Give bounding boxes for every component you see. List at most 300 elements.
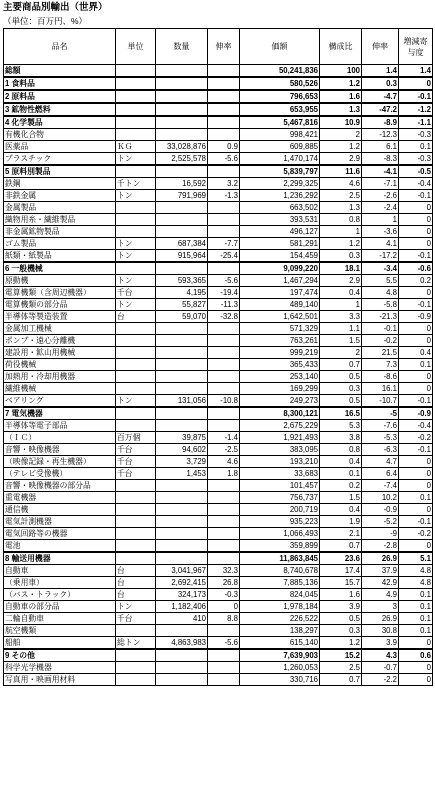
- cell-item-name: 2 原料品: [4, 90, 116, 103]
- cell-unit: [116, 480, 156, 492]
- cell-qty-growth: [208, 407, 240, 420]
- table-row: [4, 178, 433, 190]
- cell-item-name: 7 電気機器: [4, 407, 116, 420]
- cell-item-name: 電池: [4, 540, 116, 553]
- cell-share: 16.5: [320, 407, 362, 420]
- cell-value: 193,210: [240, 456, 320, 468]
- cell-value-growth: 26.9: [362, 552, 399, 565]
- table-row: [4, 323, 433, 335]
- cell-value-growth: -4.1: [362, 165, 399, 178]
- cell-item-name: 電気計測機器: [4, 516, 116, 528]
- cell-contribution: 0.1: [399, 625, 433, 637]
- cell-unit: [116, 674, 156, 686]
- cell-qty-growth: [208, 540, 240, 553]
- cell-qty-growth: [208, 383, 240, 395]
- cell-qty-growth: -1.4: [208, 432, 240, 444]
- cell-quantity: [156, 552, 208, 565]
- cell-share: 2: [320, 129, 362, 141]
- cell-quantity: 3,041,967: [156, 565, 208, 577]
- cell-share: 0.5: [320, 371, 362, 383]
- cell-contribution: 0: [399, 637, 433, 650]
- cell-value: 935,223: [240, 516, 320, 528]
- cell-qty-growth: -1.3: [208, 190, 240, 202]
- table-row: [4, 77, 433, 90]
- cell-item-name: 建設用・鉱山用機械: [4, 347, 116, 359]
- cell-qty-growth: -2.5: [208, 444, 240, 456]
- cell-contribution: 0: [399, 238, 433, 250]
- cell-unit: 総トン: [116, 637, 156, 650]
- cell-value: 8,740,678: [240, 565, 320, 577]
- cell-contribution: 0.1: [399, 589, 433, 601]
- cell-share: 11.6: [320, 165, 362, 178]
- cell-quantity: [156, 103, 208, 116]
- cell-contribution: -1.2: [399, 103, 433, 116]
- cell-item-name: 4 化学製品: [4, 116, 116, 129]
- cell-share: 0.4: [320, 456, 362, 468]
- table-row: [4, 492, 433, 504]
- cell-value: 200,719: [240, 504, 320, 516]
- cell-unit: [116, 540, 156, 553]
- cell-value-growth: -3.6: [362, 226, 399, 238]
- cell-value: 1,467,294: [240, 275, 320, 287]
- cell-qty-growth: [208, 516, 240, 528]
- cell-value-growth: 10.2: [362, 492, 399, 504]
- table-row: [4, 275, 433, 287]
- cell-quantity: [156, 528, 208, 540]
- cell-contribution: 0.1: [399, 601, 433, 613]
- cell-unit: トン: [116, 395, 156, 408]
- cell-contribution: 0: [399, 371, 433, 383]
- cell-unit: トン: [116, 275, 156, 287]
- cell-item-name: 原動機: [4, 275, 116, 287]
- cell-item-name: ゴム製品: [4, 238, 116, 250]
- cell-item-name: 自動車の部分品: [4, 601, 116, 613]
- cell-qty-growth: -7.7: [208, 238, 240, 250]
- table-row: [4, 238, 433, 250]
- cell-unit: 千台: [116, 468, 156, 480]
- cell-unit: 千トン: [116, 178, 156, 190]
- cell-value: 1,066,493: [240, 528, 320, 540]
- cell-quantity: [156, 625, 208, 637]
- cell-item-name: 音響・映像機器の部分品: [4, 480, 116, 492]
- col-header-value-growth: 伸率: [362, 29, 399, 65]
- cell-value-growth: 21.5: [362, 347, 399, 359]
- cell-value-growth: 0.3: [362, 77, 399, 90]
- cell-share: 0.4: [320, 504, 362, 516]
- cell-share: 1.6: [320, 589, 362, 601]
- col-header-unit: 単位: [116, 29, 156, 65]
- cell-quantity: 3,729: [156, 456, 208, 468]
- cell-share: 3.3: [320, 311, 362, 323]
- cell-item-name: 非金属鉱物製品: [4, 226, 116, 238]
- table-row: [4, 299, 433, 311]
- table-row: [4, 613, 433, 625]
- cell-qty-growth: 32.3: [208, 565, 240, 577]
- cell-quantity: [156, 129, 208, 141]
- cell-unit: [116, 504, 156, 516]
- cell-value-growth: -2.4: [362, 202, 399, 214]
- cell-value: 615,140: [240, 637, 320, 650]
- cell-item-name: （乗用車）: [4, 577, 116, 589]
- cell-quantity: [156, 540, 208, 553]
- cell-unit: [116, 103, 156, 116]
- cell-value-growth: 4.7: [362, 456, 399, 468]
- cell-qty-growth: 8.8: [208, 613, 240, 625]
- cell-unit: [116, 383, 156, 395]
- table-row: [4, 202, 433, 214]
- cell-unit: [116, 214, 156, 226]
- table-row: [4, 625, 433, 637]
- cell-item-name: 加熱用・冷却用機器: [4, 371, 116, 383]
- table-row: [4, 504, 433, 516]
- cell-unit: [116, 262, 156, 275]
- cell-value-growth: -6.3: [362, 444, 399, 456]
- cell-unit: [116, 226, 156, 238]
- cell-value-growth: -8.6: [362, 371, 399, 383]
- cell-contribution: -0.2: [399, 432, 433, 444]
- cell-value-growth: -5.2: [362, 516, 399, 528]
- cell-share: 0.3: [320, 250, 362, 263]
- cell-item-name: 半導体等製造装置: [4, 311, 116, 323]
- table-row: [4, 116, 433, 129]
- cell-contribution: 0: [399, 335, 433, 347]
- table-row: [4, 395, 433, 408]
- cell-item-name: ポンプ・遠心分離機: [4, 335, 116, 347]
- cell-quantity: [156, 407, 208, 420]
- table-row: [4, 480, 433, 492]
- cell-value-growth: -3.4: [362, 262, 399, 275]
- cell-contribution: 1.4: [399, 65, 433, 78]
- cell-value-growth: -5.3: [362, 432, 399, 444]
- cell-qty-growth: [208, 77, 240, 90]
- cell-quantity: [156, 347, 208, 359]
- cell-value: 8,300,121: [240, 407, 320, 420]
- cell-value: 663,502: [240, 202, 320, 214]
- cell-quantity: [156, 383, 208, 395]
- cell-value: 50,241,836: [240, 65, 320, 78]
- cell-quantity: 410: [156, 613, 208, 625]
- table-row: [4, 65, 433, 78]
- cell-quantity: [156, 420, 208, 432]
- cell-value-growth: -7.1: [362, 178, 399, 190]
- cell-share: 3.9: [320, 601, 362, 613]
- cell-value: 1,921,493: [240, 432, 320, 444]
- cell-quantity: 1,453: [156, 468, 208, 480]
- cell-value-growth: 4.1: [362, 238, 399, 250]
- cell-contribution: 0.4: [399, 347, 433, 359]
- cell-qty-growth: 26.8: [208, 577, 240, 589]
- cell-share: 0.2: [320, 480, 362, 492]
- cell-item-name: 紙類・紙製品: [4, 250, 116, 263]
- cell-item-name: 6 一般機械: [4, 262, 116, 275]
- cell-value: 393,531: [240, 214, 320, 226]
- report-title: 主要商品別輸出（世界）: [3, 2, 108, 13]
- cell-value-growth: -8.9: [362, 116, 399, 129]
- header-row: [4, 29, 433, 65]
- col-header-item: 品名: [4, 29, 116, 65]
- cell-share: 0.4: [320, 287, 362, 299]
- cell-quantity: [156, 480, 208, 492]
- table-row: [4, 262, 433, 275]
- cell-value-growth: -47.2: [362, 103, 399, 116]
- cell-unit: 百万個: [116, 432, 156, 444]
- cell-qty-growth: 0.9: [208, 141, 240, 153]
- cell-unit: [116, 516, 156, 528]
- cell-value: 7,639,903: [240, 649, 320, 662]
- cell-quantity: [156, 371, 208, 383]
- cell-share: 5.3: [320, 420, 362, 432]
- cell-value: 197,474: [240, 287, 320, 299]
- cell-qty-growth: [208, 492, 240, 504]
- cell-quantity: [156, 226, 208, 238]
- cell-unit: トン: [116, 250, 156, 263]
- table-row: [4, 129, 433, 141]
- cell-item-name: （バス・トラック）: [4, 589, 116, 601]
- cell-value-growth: 3.9: [362, 637, 399, 650]
- cell-qty-growth: [208, 323, 240, 335]
- cell-contribution: 0.1: [399, 613, 433, 625]
- cell-share: 23.6: [320, 552, 362, 565]
- cell-value: 496,127: [240, 226, 320, 238]
- cell-item-name: 1 食料品: [4, 77, 116, 90]
- cell-qty-growth: -10.8: [208, 395, 240, 408]
- cell-contribution: -0.1: [399, 90, 433, 103]
- cell-value: 138,297: [240, 625, 320, 637]
- cell-value: 999,219: [240, 347, 320, 359]
- table-row: [4, 468, 433, 480]
- cell-value-growth: -5.8: [362, 299, 399, 311]
- cell-contribution: 0.1: [399, 492, 433, 504]
- cell-quantity: [156, 335, 208, 347]
- cell-contribution: -1.1: [399, 116, 433, 129]
- cell-item-name: 電算機類（含周辺機器）: [4, 287, 116, 299]
- cell-quantity: 324,173: [156, 589, 208, 601]
- cell-quantity: 4,195: [156, 287, 208, 299]
- cell-value: 5,467,816: [240, 116, 320, 129]
- col-header-quantity: 数量: [156, 29, 208, 65]
- cell-item-name: 繊維機械: [4, 383, 116, 395]
- cell-share: 15.7: [320, 577, 362, 589]
- cell-value: 365,433: [240, 359, 320, 371]
- cell-quantity: 1,182,406: [156, 601, 208, 613]
- cell-value-growth: 26.9: [362, 613, 399, 625]
- cell-value-growth: 3: [362, 601, 399, 613]
- cell-contribution: 0.2: [399, 275, 433, 287]
- cell-item-name: 音響・映像機器: [4, 444, 116, 456]
- cell-item-name: 二輪自動車: [4, 613, 116, 625]
- cell-unit: 台: [116, 311, 156, 323]
- table-row: [4, 90, 433, 103]
- cell-unit: [116, 323, 156, 335]
- table-row: [4, 540, 433, 553]
- cell-contribution: -0.1: [399, 444, 433, 456]
- cell-share: 0.5: [320, 395, 362, 408]
- cell-unit: 千台: [116, 287, 156, 299]
- cell-share: 0.5: [320, 613, 362, 625]
- cell-value: 1,978,184: [240, 601, 320, 613]
- cell-item-name: 非鉄金属: [4, 190, 116, 202]
- cell-quantity: [156, 674, 208, 686]
- cell-item-name: ベアリング: [4, 395, 116, 408]
- cell-contribution: 4.8: [399, 577, 433, 589]
- cell-value: 998,421: [240, 129, 320, 141]
- cell-value: 33,683: [240, 468, 320, 480]
- cell-unit: [116, 492, 156, 504]
- cell-share: 0.7: [320, 674, 362, 686]
- cell-value-growth: 16.1: [362, 383, 399, 395]
- cell-quantity: [156, 214, 208, 226]
- cell-unit: トン: [116, 238, 156, 250]
- cell-value: 5,839,797: [240, 165, 320, 178]
- cell-item-name: 織物用糸・繊維製品: [4, 214, 116, 226]
- cell-unit: 台: [116, 577, 156, 589]
- table-row: [4, 383, 433, 395]
- cell-quantity: 33,028,876: [156, 141, 208, 153]
- cell-item-name: プラスチック: [4, 153, 116, 166]
- cell-share: 0.8: [320, 214, 362, 226]
- cell-unit: [116, 552, 156, 565]
- cell-value-growth: 1.4: [362, 65, 399, 78]
- cell-share: 2.5: [320, 662, 362, 674]
- cell-contribution: 0: [399, 214, 433, 226]
- cell-unit: トン: [116, 601, 156, 613]
- table-row: [4, 359, 433, 371]
- cell-qty-growth: -5.6: [208, 275, 240, 287]
- col-header-share: 構成比: [320, 29, 362, 65]
- cell-contribution: 0.1: [399, 359, 433, 371]
- cell-unit: [116, 335, 156, 347]
- cell-value: 330,716: [240, 674, 320, 686]
- cell-share: 2: [320, 347, 362, 359]
- cell-unit: [116, 371, 156, 383]
- table-row: [4, 407, 433, 420]
- cell-contribution: -0.3: [399, 129, 433, 141]
- cell-quantity: [156, 65, 208, 78]
- cell-contribution: 0: [399, 674, 433, 686]
- cell-qty-growth: [208, 335, 240, 347]
- cell-unit: 千台: [116, 613, 156, 625]
- cell-quantity: [156, 116, 208, 129]
- cell-qty-growth: -32.8: [208, 311, 240, 323]
- cell-value-growth: -2.8: [362, 540, 399, 553]
- cell-share: 0.3: [320, 383, 362, 395]
- table-row: [4, 226, 433, 238]
- cell-qty-growth: 1.8: [208, 468, 240, 480]
- cell-item-name: 医薬品: [4, 141, 116, 153]
- cell-value: 11,863,845: [240, 552, 320, 565]
- cell-contribution: 0: [399, 504, 433, 516]
- cell-value: 359,899: [240, 540, 320, 553]
- cell-contribution: -0.9: [399, 311, 433, 323]
- cell-contribution: 0.6: [399, 649, 433, 662]
- cell-qty-growth: [208, 202, 240, 214]
- cell-unit: [116, 662, 156, 674]
- cell-qty-growth: [208, 420, 240, 432]
- table-row: [4, 250, 433, 263]
- cell-value: 653,955: [240, 103, 320, 116]
- cell-contribution: -0.1: [399, 190, 433, 202]
- cell-contribution: -0.9: [399, 407, 433, 420]
- cell-qty-growth: [208, 552, 240, 565]
- table-row: [4, 601, 433, 613]
- cell-value-growth: -2.2: [362, 674, 399, 686]
- cell-value: 249,273: [240, 395, 320, 408]
- cell-share: 1.1: [320, 323, 362, 335]
- table-row: [4, 552, 433, 565]
- cell-quantity: 2,525,578: [156, 153, 208, 166]
- cell-quantity: [156, 649, 208, 662]
- cell-contribution: 0: [399, 456, 433, 468]
- cell-share: 0.1: [320, 468, 362, 480]
- cell-value-growth: -21.3: [362, 311, 399, 323]
- table-row: [4, 589, 433, 601]
- cell-item-name: 金属製品: [4, 202, 116, 214]
- cell-qty-growth: [208, 528, 240, 540]
- cell-item-name: 船舶: [4, 637, 116, 650]
- cell-value: 580,526: [240, 77, 320, 90]
- cell-item-name: （映像記録・再生機器）: [4, 456, 116, 468]
- table-row: [4, 577, 433, 589]
- table-row: [4, 141, 433, 153]
- cell-contribution: 0: [399, 226, 433, 238]
- cell-quantity: 16,592: [156, 178, 208, 190]
- cell-value: 9,099,220: [240, 262, 320, 275]
- cell-unit: [116, 77, 156, 90]
- cell-value-growth: -0.9: [362, 504, 399, 516]
- cell-qty-growth: -5.6: [208, 637, 240, 650]
- cell-item-name: 写真用・映画用材料: [4, 674, 116, 686]
- table-row: [4, 432, 433, 444]
- cell-share: 0.8: [320, 444, 362, 456]
- cell-share: 1.2: [320, 141, 362, 153]
- cell-qty-growth: -0.3: [208, 589, 240, 601]
- cell-value-growth: 6.4: [362, 468, 399, 480]
- cell-contribution: 5.1: [399, 552, 433, 565]
- cell-share: 10.9: [320, 116, 362, 129]
- cell-qty-growth: [208, 129, 240, 141]
- cell-unit: [116, 528, 156, 540]
- cell-value: 2,299,325: [240, 178, 320, 190]
- cell-value-growth: -8.3: [362, 153, 399, 166]
- cell-item-name: 有機化合物: [4, 129, 116, 141]
- cell-share: 2.1: [320, 528, 362, 540]
- cell-unit: [116, 625, 156, 637]
- cell-contribution: 4.8: [399, 565, 433, 577]
- cell-share: 1.3: [320, 103, 362, 116]
- cell-quantity: 915,964: [156, 250, 208, 263]
- cell-share: 0.7: [320, 540, 362, 553]
- table-row: [4, 565, 433, 577]
- cell-qty-growth: [208, 662, 240, 674]
- table-body: [4, 65, 433, 686]
- cell-item-name: 科学光学機器: [4, 662, 116, 674]
- cell-value: 1,236,292: [240, 190, 320, 202]
- cell-quantity: 94,602: [156, 444, 208, 456]
- table-row: [4, 674, 433, 686]
- cell-share: 1.2: [320, 637, 362, 650]
- cell-contribution: 0: [399, 323, 433, 335]
- cell-contribution: 0: [399, 383, 433, 395]
- cell-unit: ＫＧ: [116, 141, 156, 153]
- cell-share: 0.7: [320, 359, 362, 371]
- cell-unit: [116, 165, 156, 178]
- cell-contribution: 0: [399, 77, 433, 90]
- cell-quantity: [156, 492, 208, 504]
- cell-quantity: [156, 165, 208, 178]
- cell-unit: 台: [116, 589, 156, 601]
- cell-unit: [116, 347, 156, 359]
- cell-qty-growth: 0: [208, 601, 240, 613]
